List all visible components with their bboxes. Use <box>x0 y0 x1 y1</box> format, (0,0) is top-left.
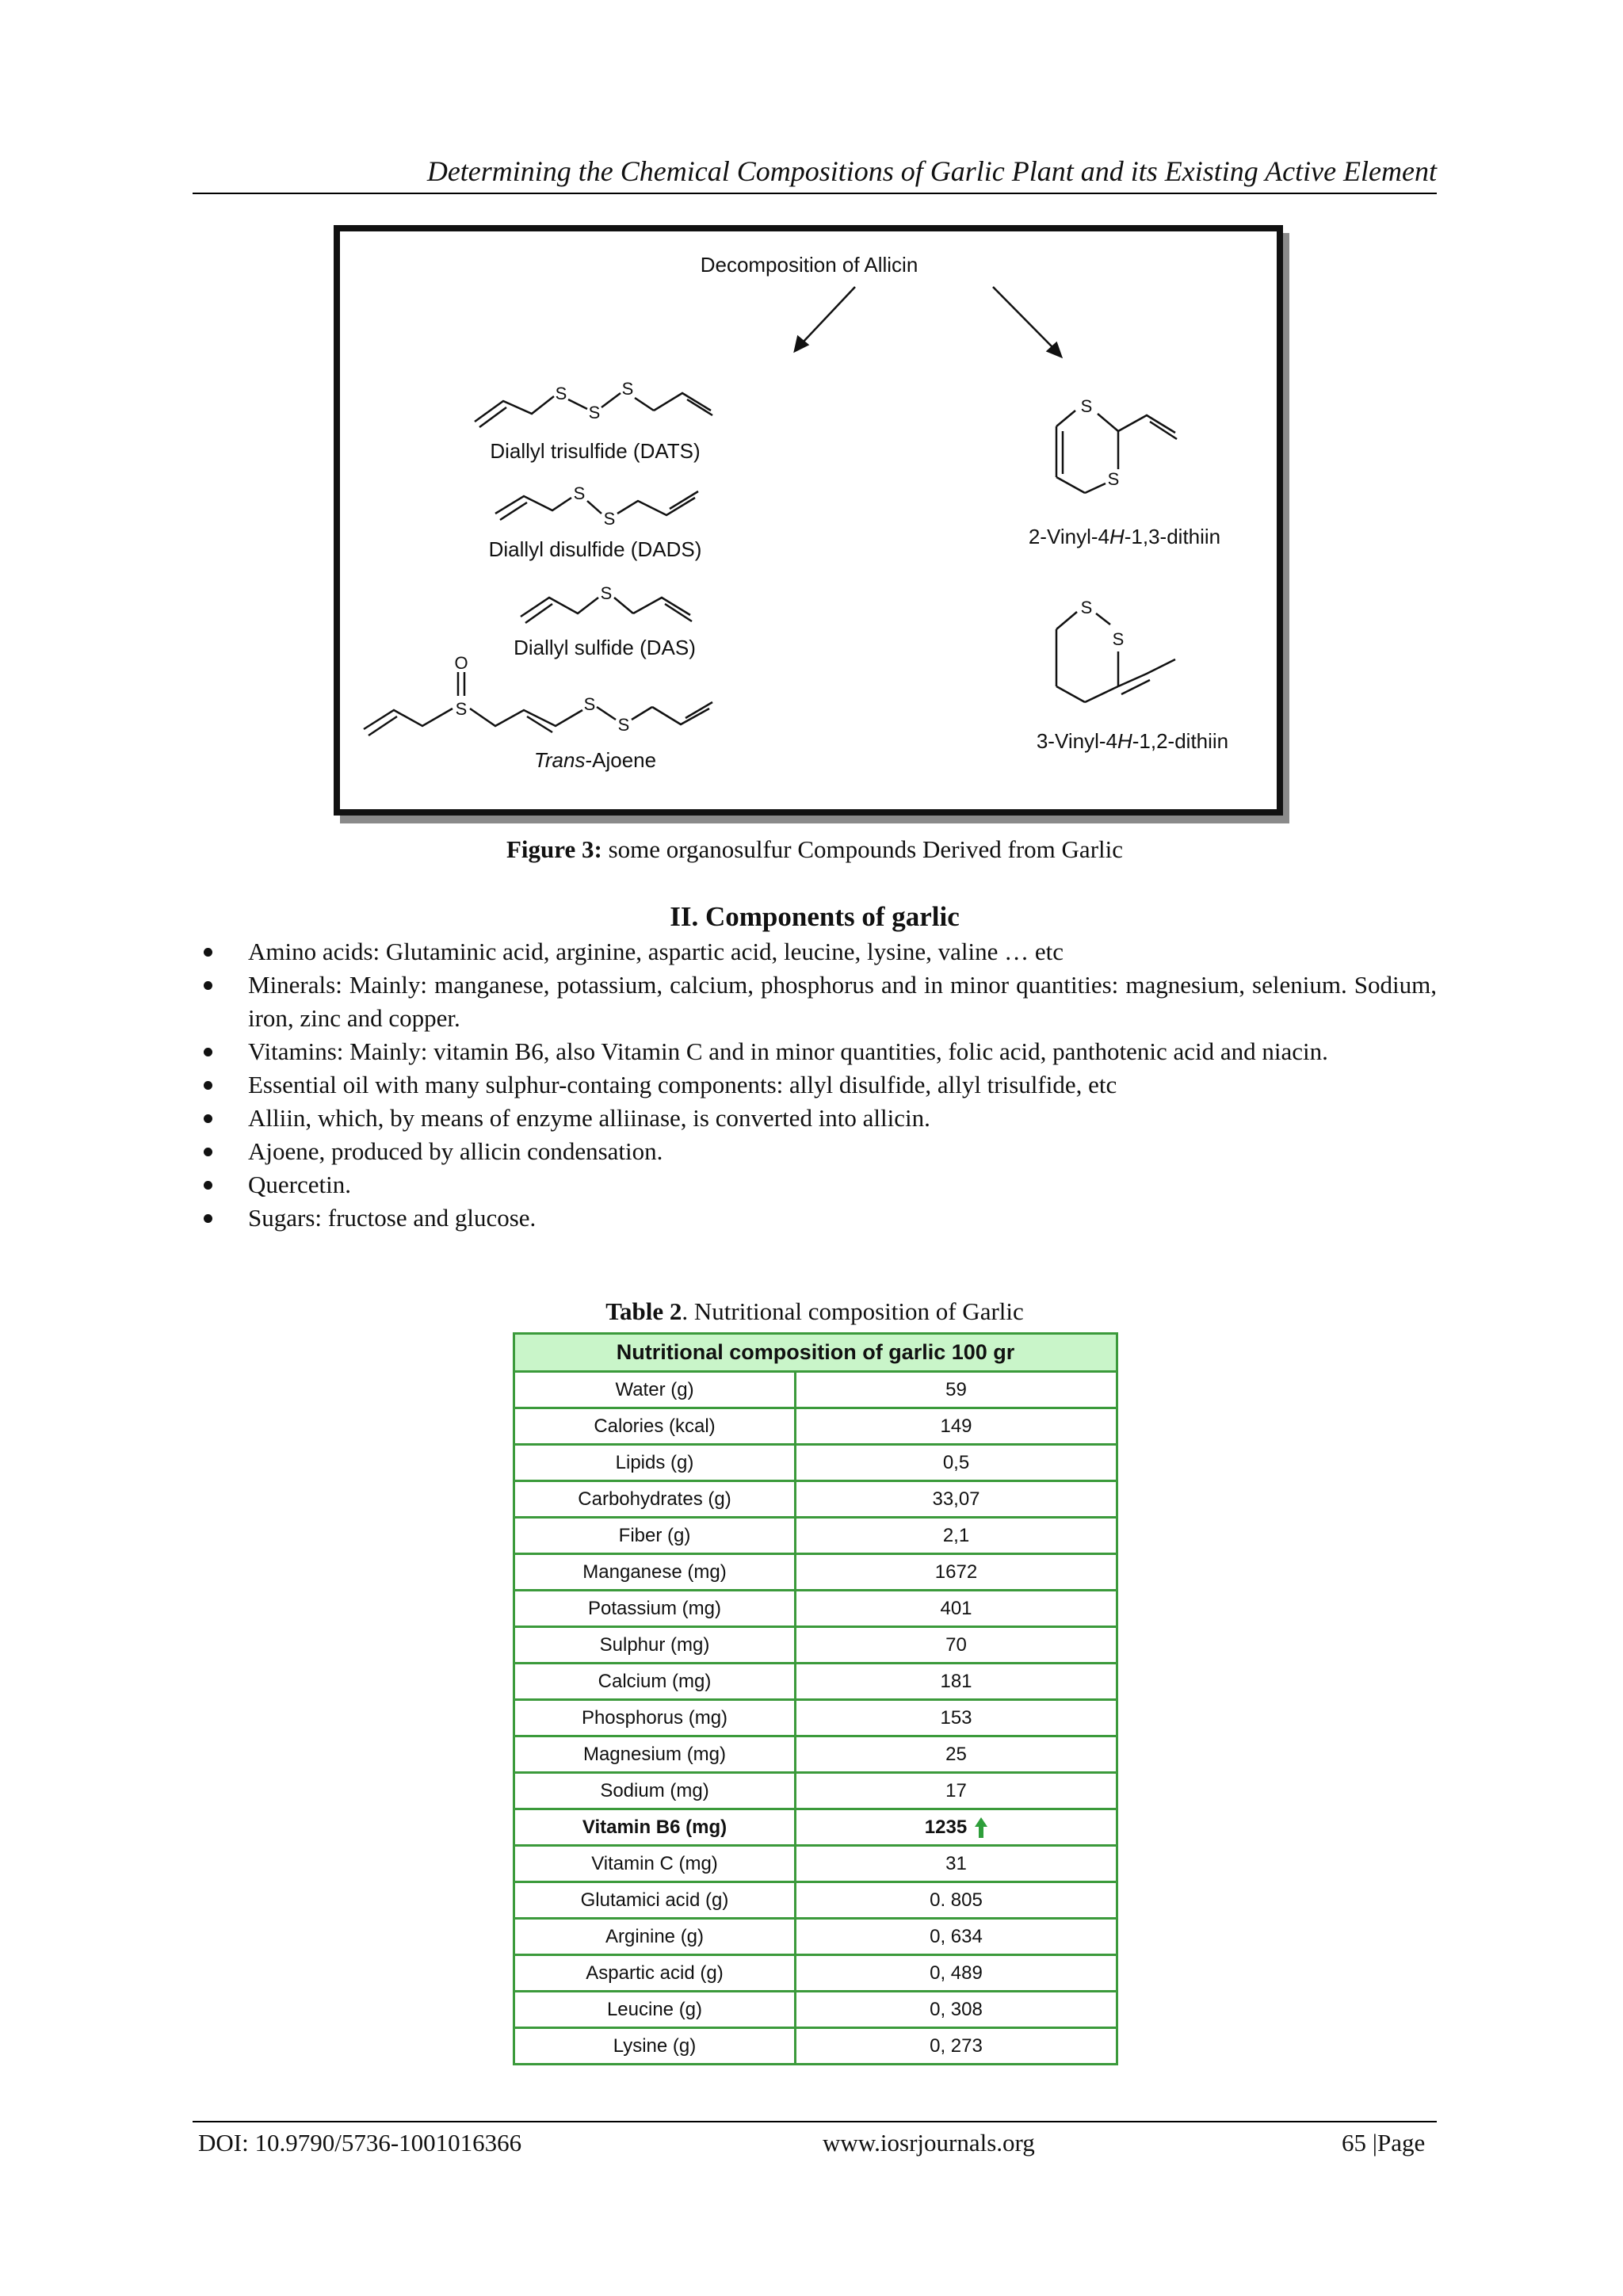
nutrient-value: 31 <box>945 1852 967 1874</box>
bullet-icon <box>204 1081 212 1090</box>
vinyl-13-label <box>1029 525 1220 548</box>
table-row <box>514 1919 1117 1955</box>
table-header-row <box>514 1334 1117 1372</box>
table-caption <box>193 1294 1437 1329</box>
nutrition-table-body <box>514 1372 1117 2065</box>
nutrient-value-cell <box>796 1408 1117 1445</box>
bullet-icon <box>204 1148 212 1156</box>
ajoene-structure <box>364 672 712 735</box>
nutrient-name-cell: Leucine (g) <box>514 1992 796 2028</box>
vinyl-13-label-a: 2-Vinyl-4 <box>1028 525 1109 548</box>
vinyl-12-dithiin-structure <box>1056 612 1175 702</box>
ajoene-label <box>534 748 656 772</box>
table-row <box>514 1445 1117 1481</box>
nutrient-value: 181 <box>940 1670 972 1692</box>
header-rule <box>193 193 1437 194</box>
list-item: Quercetin. <box>193 1168 1437 1201</box>
nutrient-value: 401 <box>940 1597 972 1619</box>
figure-3 <box>334 225 1283 816</box>
list-item: Vitamins: Mainly: vitamin B6, also Vitamin C and in minor quantities, folic acid, panthotenic acid and niacin. <box>193 1035 1437 1068</box>
figure-caption <box>193 832 1437 867</box>
nutrient-name-cell: Manganese (mg) <box>514 1554 796 1591</box>
nutrient-value-cell <box>796 1919 1117 1955</box>
nutrient-value: 0, 273 <box>930 2034 983 2057</box>
dads-s2: S <box>603 509 616 529</box>
list-item: Ajoene, produced by allicin condensation. <box>193 1135 1437 1168</box>
figure-caption-label: Figure 3: <box>506 835 602 863</box>
nutrient-value-cell <box>796 1445 1117 1481</box>
nutrient-value: 2,1 <box>942 1524 970 1546</box>
nutrient-name-cell: Carbohydrates (g) <box>514 1481 796 1518</box>
table-row <box>514 1627 1117 1664</box>
nutrient-name-cell: Arginine (g) <box>514 1919 796 1955</box>
footer-page: 65 |Page <box>1342 2129 1426 2157</box>
nutrient-name-cell: Vitamin C (mg) <box>514 1846 796 1882</box>
vinyl-13-s1: S <box>1080 396 1093 416</box>
list-item: Sugars: fructose and glucose. <box>193 1201 1437 1235</box>
bullet-icon <box>204 1214 212 1223</box>
table-row <box>514 1992 1117 2028</box>
nutrient-name-cell: Calories (kcal) <box>514 1408 796 1445</box>
nutrient-value: 33,07 <box>932 1488 980 1510</box>
table-row <box>514 1955 1117 1992</box>
dats-s3: S <box>621 379 634 399</box>
bullet-icon <box>204 981 212 990</box>
ajoene-s2: S <box>583 694 596 714</box>
bullet-icon <box>204 948 212 957</box>
table-row <box>514 1882 1117 1919</box>
nutrient-value-cell <box>796 1518 1117 1554</box>
nutrient-value-cell <box>796 1591 1117 1627</box>
ajoene-o: O <box>454 653 468 673</box>
footer-rule <box>193 2121 1437 2122</box>
nutrient-value-cell <box>796 1627 1117 1664</box>
nutrient-value-cell <box>796 1846 1117 1882</box>
nutrient-value: 1235 <box>924 1816 968 1838</box>
table-row <box>514 1846 1117 1882</box>
table-row <box>514 1408 1117 1445</box>
table-row <box>514 2028 1117 2065</box>
nutrient-value: 0, 308 <box>930 1998 983 2020</box>
figure-title: Decomposition of Allicin <box>700 253 918 277</box>
components-list <box>193 935 1437 1235</box>
nutrient-name-cell: Calcium (mg) <box>514 1664 796 1700</box>
vinyl-12-label <box>1037 729 1228 753</box>
nutrient-value: 70 <box>945 1633 967 1656</box>
nutrient-value-cell <box>796 2028 1117 2065</box>
vinyl-12-label-h: H <box>1117 729 1132 753</box>
arrow-right <box>993 287 1053 348</box>
nutrient-value-cell <box>796 1882 1117 1919</box>
table-row <box>514 1664 1117 1700</box>
bullet-icon <box>204 1114 212 1123</box>
vinyl-12-label-b: -1,2-dithiin <box>1132 729 1229 753</box>
nutrient-name-cell: Fiber (g) <box>514 1518 796 1554</box>
bullet-icon <box>204 1181 212 1190</box>
nutrient-name-cell: Sulphur (mg) <box>514 1627 796 1664</box>
list-item: Minerals: Mainly: manganese, potassium, calcium, phosphorus and in minor quantities: magnesium, selenium. Sodium, iron, zinc and copper. <box>193 968 1437 1035</box>
vinyl-13-s2: S <box>1107 469 1120 489</box>
nutrient-name-cell: Sodium (mg) <box>514 1773 796 1809</box>
nutrient-value: 149 <box>940 1415 972 1437</box>
decomposition-arrows <box>795 287 1061 357</box>
nutrient-value-cell <box>796 1372 1117 1408</box>
das-s: S <box>600 583 613 603</box>
table-row <box>514 1700 1117 1736</box>
nutrient-value-cell <box>796 1664 1117 1700</box>
bullet-icon <box>204 1048 212 1056</box>
table-row <box>514 1372 1117 1408</box>
nutrient-value: 153 <box>940 1706 972 1729</box>
nutrient-name-cell: Lysine (g) <box>514 2028 796 2065</box>
nutrient-value: 1672 <box>934 1561 978 1583</box>
nutrient-name-cell: Phosphorus (mg) <box>514 1700 796 1736</box>
nutrition-table <box>513 1332 1118 2065</box>
dats-s2: S <box>588 403 601 422</box>
footer-doi: DOI: 10.9790/5736-1001016366 <box>198 2129 522 2157</box>
vinyl-12-s2: S <box>1112 629 1125 649</box>
nutrient-value: 0,5 <box>942 1451 970 1473</box>
table-header: Nutritional composition of garlic 100 gr <box>514 1334 1117 1372</box>
nutrient-value: 0, 634 <box>930 1925 983 1947</box>
nutrient-value-cell <box>796 1955 1117 1992</box>
table-row <box>514 1554 1117 1591</box>
nutrient-name-cell: Lipids (g) <box>514 1445 796 1481</box>
nutrient-name-cell: Vitamin B6 (mg) <box>514 1809 796 1846</box>
ajoene-label-rest: -Ajoene <box>585 748 657 772</box>
table-caption-text: . Nutritional composition of Garlic <box>682 1297 1024 1325</box>
dads-s1: S <box>573 483 586 503</box>
table-row <box>514 1809 1117 1846</box>
table-caption-label: Table 2 <box>605 1297 682 1325</box>
list-item: Alliin, which, by means of enzyme alliinase, is converted into allicin. <box>193 1102 1437 1135</box>
nutrient-value-cell <box>796 1700 1117 1736</box>
list-item: Essential oil with many sulphur-containg components: allyl disulfide, allyl trisulfide, etc <box>193 1068 1437 1102</box>
vinyl-13-label-b: -1,3-dithiin <box>1124 525 1221 548</box>
nutrient-value-cell <box>796 1554 1117 1591</box>
list-item: Amino acids: Glutaminic acid, arginine, aspartic acid, leucine, lysine, valine … etc <box>193 935 1437 968</box>
organosulfur-structures-diagram <box>340 231 1277 809</box>
dads-structure <box>495 491 698 520</box>
section-heading: II. Components of garlic <box>670 901 960 932</box>
table-row <box>514 1591 1117 1627</box>
vinyl-12-s1: S <box>1080 598 1093 617</box>
table-row <box>514 1481 1117 1518</box>
nutrient-name-cell: Water (g) <box>514 1372 796 1408</box>
nutrient-value-cell <box>796 1736 1117 1773</box>
nutrient-value: 0. 805 <box>930 1889 983 1911</box>
dats-s1: S <box>555 384 567 403</box>
nutrient-name-cell: Magnesium (mg) <box>514 1736 796 1773</box>
vinyl-12-label-a: 3-Vinyl-4 <box>1036 729 1117 753</box>
running-head: Determining the Chemical Compositions of Garlic Plant and its Existing Active Element <box>426 155 1437 187</box>
dats-label: Diallyl trisulfide (DATS) <box>490 439 701 463</box>
nutrient-value-cell <box>796 1992 1117 2028</box>
dads-label: Diallyl disulfide (DADS) <box>488 537 702 561</box>
ajoene-s3: S <box>617 715 630 735</box>
ajoene-label-trans: Trans <box>533 748 586 772</box>
figure-caption-text: some organosulfur Compounds Derived from Garlic <box>601 835 1124 863</box>
nutrient-value: 59 <box>945 1378 967 1400</box>
nutrient-value: 17 <box>945 1779 967 1801</box>
arrow-left <box>803 287 855 342</box>
ajoene-s1: S <box>455 699 468 719</box>
nutrient-name-cell: Glutamici acid (g) <box>514 1882 796 1919</box>
table-row <box>514 1773 1117 1809</box>
table-row <box>514 1518 1117 1554</box>
das-label: Diallyl sulfide (DAS) <box>514 636 696 659</box>
nutrient-value: 25 <box>945 1743 967 1765</box>
nutrient-name-cell: Aspartic acid (g) <box>514 1955 796 1992</box>
green-up-arrow-icon <box>975 1817 987 1838</box>
table-row <box>514 1736 1117 1773</box>
nutrient-value-cell <box>796 1809 1117 1846</box>
nutrient-value-cell <box>796 1481 1117 1518</box>
nutrient-value: 0, 489 <box>930 1962 983 1984</box>
nutrient-value-cell <box>796 1773 1117 1809</box>
nutrient-name-cell: Potassium (mg) <box>514 1591 796 1627</box>
footer-site: www.iosrjournals.org <box>823 2129 1035 2157</box>
vinyl-13-label-h: H <box>1109 525 1125 548</box>
